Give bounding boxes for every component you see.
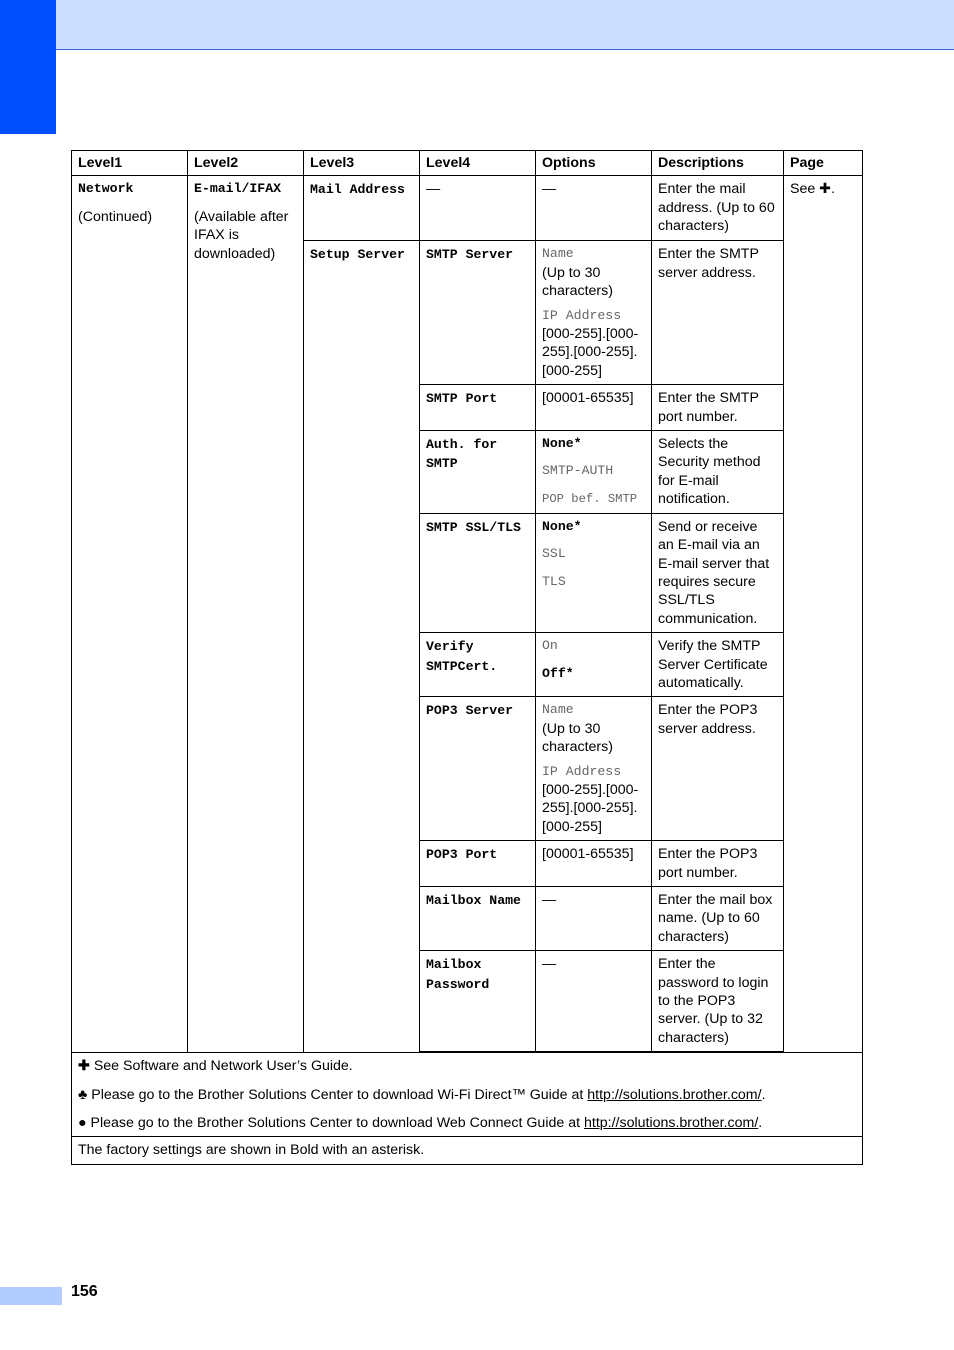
factory-note: The factory settings are shown in Bold with an asterisk. xyxy=(72,1137,863,1164)
club-icon: ♣ xyxy=(78,1086,88,1103)
level4-cell: Auth. for SMTP xyxy=(420,431,536,514)
table-row xyxy=(72,176,863,241)
level3-setup-server: Setup Server xyxy=(304,241,420,1053)
level4-cell: Mailbox Password xyxy=(420,951,536,1052)
options-cell: — xyxy=(536,176,652,241)
description-cell: Enter the SMTP server address. xyxy=(652,241,784,385)
notes-row xyxy=(72,1053,863,1137)
level4-cell: SMTP Port xyxy=(420,385,536,431)
notes-cell xyxy=(72,1053,863,1137)
table-header-row xyxy=(72,151,863,176)
level2-cell xyxy=(188,176,304,1053)
level1-name: Network xyxy=(78,181,134,197)
options-cell: On Off* xyxy=(536,633,652,697)
description-cell: Enter the password to login to the POP3 server. (Up to 32 characters) xyxy=(652,951,784,1052)
options-cell: Name (Up to 30 characters) IP Address [000-255].[000-255].[000-255].[000-255] xyxy=(536,697,652,841)
description-cell: Verify the SMTP Server Certificate automatically. xyxy=(652,633,784,697)
header-band xyxy=(56,0,954,50)
level4-cell: Verify SMTPCert. xyxy=(420,633,536,697)
options-cell: — xyxy=(536,951,652,1052)
description-cell: Enter the mail address. (Up to 60 characters) xyxy=(652,176,784,241)
options-cell: None* SMTP-AUTH POP bef. SMTP xyxy=(536,431,652,514)
plus-icon: ✚ xyxy=(78,1058,90,1075)
options-cell: Name (Up to 30 characters) IP Address [000-255].[000-255].[000-255].[000-255] xyxy=(536,241,652,385)
level2-sub: (Available after IFAX is downloaded) xyxy=(194,208,289,262)
level4-cell: SMTP SSL/TLS xyxy=(420,513,536,632)
description-cell: Selects the Security method for E-mail notification. xyxy=(652,431,784,514)
header-page: Page xyxy=(784,151,863,176)
factory-note-row xyxy=(72,1137,863,1164)
level4-cell: SMTP Server xyxy=(420,241,536,385)
level4-cell: POP3 Port xyxy=(420,841,536,887)
solutions-link[interactable]: http://solutions.brother.com/ xyxy=(583,1115,759,1132)
page-cell: See ✚. xyxy=(784,176,863,1053)
header-options: Options xyxy=(536,151,652,176)
note-web-connect: ● Please go to the Brother Solutions Center to download Web Connect Guide at http://solutions.brother.com/. xyxy=(78,1115,763,1132)
description-cell: Enter the SMTP port number. xyxy=(652,385,784,431)
description-cell: Enter the POP3 server address. xyxy=(652,697,784,841)
description-cell: Enter the POP3 port number. xyxy=(652,841,784,887)
level1-cell xyxy=(72,176,188,1053)
header-level1: Level1 xyxy=(72,151,188,176)
level4-cell: — xyxy=(420,176,536,241)
options-cell: — xyxy=(536,887,652,951)
header-level2: Level2 xyxy=(188,151,304,176)
level2-name: E-mail/IFAX xyxy=(194,181,282,197)
page-number: 156 xyxy=(71,1283,98,1300)
description-cell: Send or receive an E-mail via an E-mail server that requires secure SSL/TLS communication. xyxy=(652,513,784,632)
level4-cell: Mailbox Name xyxy=(420,887,536,951)
header-level3: Level3 xyxy=(304,151,420,176)
page-tab xyxy=(0,1287,62,1305)
chapter-tab xyxy=(0,0,56,134)
header-descriptions: Descriptions xyxy=(652,151,784,176)
header-level4: Level4 xyxy=(420,151,536,176)
level3-mail-address: Mail Address xyxy=(304,176,420,241)
level1-sub: (Continued) xyxy=(78,208,153,225)
options-cell: [00001-65535] xyxy=(536,385,652,431)
description-cell: Enter the mail box name. (Up to 60 characters) xyxy=(652,887,784,951)
options-cell: None* SSL TLS xyxy=(536,513,652,632)
solutions-link[interactable]: http://solutions.brother.com/ xyxy=(587,1086,762,1103)
level4-cell: POP3 Server xyxy=(420,697,536,841)
note-guide: ✚ See Software and Network User’s Guide. xyxy=(78,1058,353,1075)
bullet-icon: ● xyxy=(78,1115,87,1132)
settings-table xyxy=(71,150,863,1165)
note-wifi-direct: ♣ Please go to the Brother Solutions Center to download Wi-Fi Direct™ Guide at http://solutions.brother.com/. xyxy=(78,1086,766,1103)
options-cell: [00001-65535] xyxy=(536,841,652,887)
